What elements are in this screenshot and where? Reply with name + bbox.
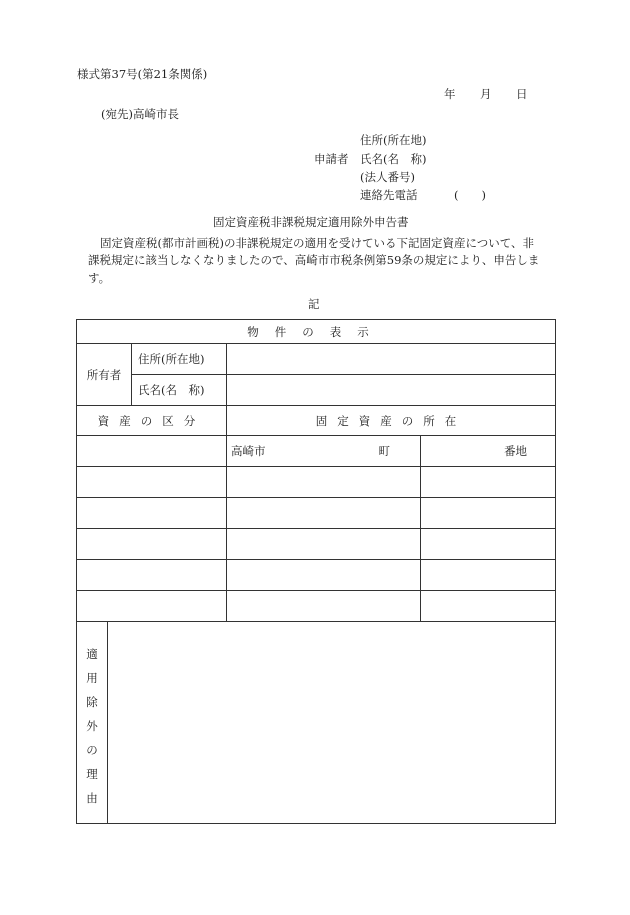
location-city-town-field[interactable] <box>227 467 421 498</box>
location-lot-field[interactable] <box>421 591 556 622</box>
location-city-town-field[interactable] <box>227 436 421 467</box>
owner-address-label: 住所(所在地) <box>132 344 227 375</box>
town-label: 町 <box>378 444 390 458</box>
location-city-town-field[interactable] <box>227 498 421 529</box>
owner-name-field[interactable] <box>227 375 556 406</box>
addressee: (宛先)高崎市長 <box>101 107 179 121</box>
date-year-label: 年 <box>444 87 456 101</box>
asset-class-field[interactable] <box>77 467 227 498</box>
owner-address-field[interactable] <box>227 344 556 375</box>
location-lot-field[interactable] <box>421 529 556 560</box>
body-text-line-2: 課税規定に該当しなくなりましたので、高崎市市税条例第59条の規定により、申告しま <box>88 253 540 267</box>
applicant-phone-paren: ( ) <box>454 188 486 202</box>
date-month-label: 月 <box>480 87 492 101</box>
owner-label: 所有者 <box>77 344 132 406</box>
asset-class-field[interactable] <box>77 498 227 529</box>
property-display-header: 物件の表示 <box>77 320 556 344</box>
applicant-address-label: 住所(所在地) <box>360 133 427 147</box>
reason-char: 用 <box>86 671 98 685</box>
asset-location-header: 固定資産の所在 <box>227 406 556 436</box>
reason-char: 理 <box>86 767 98 781</box>
reason-char: 除 <box>86 695 98 709</box>
asset-class-field[interactable] <box>77 591 227 622</box>
location-lot-field[interactable] <box>421 436 556 467</box>
asset-class-field[interactable] <box>77 560 227 591</box>
reason-char: 適 <box>86 647 98 661</box>
date-day-label: 日 <box>516 87 528 101</box>
location-lot-field[interactable] <box>421 467 556 498</box>
reason-char: の <box>86 743 98 757</box>
applicant-phone-label: 連絡先電話 <box>360 188 418 202</box>
ki-label: 記 <box>308 297 320 311</box>
property-table <box>76 319 556 824</box>
location-city-town-field[interactable] <box>227 591 421 622</box>
applicant-label: 申請者 <box>314 152 349 166</box>
reason-char: 外 <box>86 719 98 733</box>
location-city-town-field[interactable] <box>227 560 421 591</box>
lot-label: 番地 <box>504 444 528 458</box>
reason-char: 由 <box>86 791 98 805</box>
asset-class-field[interactable] <box>77 529 227 560</box>
asset-class-field[interactable] <box>77 436 227 467</box>
applicant-name-label: 氏名(名 称) <box>360 152 427 166</box>
asset-class-header: 資産の区分 <box>77 406 227 436</box>
reason-field[interactable] <box>108 622 556 824</box>
reason-label <box>77 622 108 824</box>
applicant-corp-number-label: (法人番号) <box>360 170 415 184</box>
location-lot-field[interactable] <box>421 498 556 529</box>
form-number: 様式第37号(第21条関係) <box>77 67 208 81</box>
document-title: 固定資産税非課税規定適用除外申告書 <box>213 215 409 229</box>
owner-name-label: 氏名(名 称) <box>132 375 227 406</box>
body-text-line-3: す。 <box>88 271 111 285</box>
location-city-town-field[interactable] <box>227 529 421 560</box>
location-lot-field[interactable] <box>421 560 556 591</box>
city-label: 高崎市 <box>231 444 266 458</box>
body-text-line-1: 固定資産税(都市計画税)の非課税規定の適用を受けている下記固定資産について、非 <box>100 236 535 250</box>
